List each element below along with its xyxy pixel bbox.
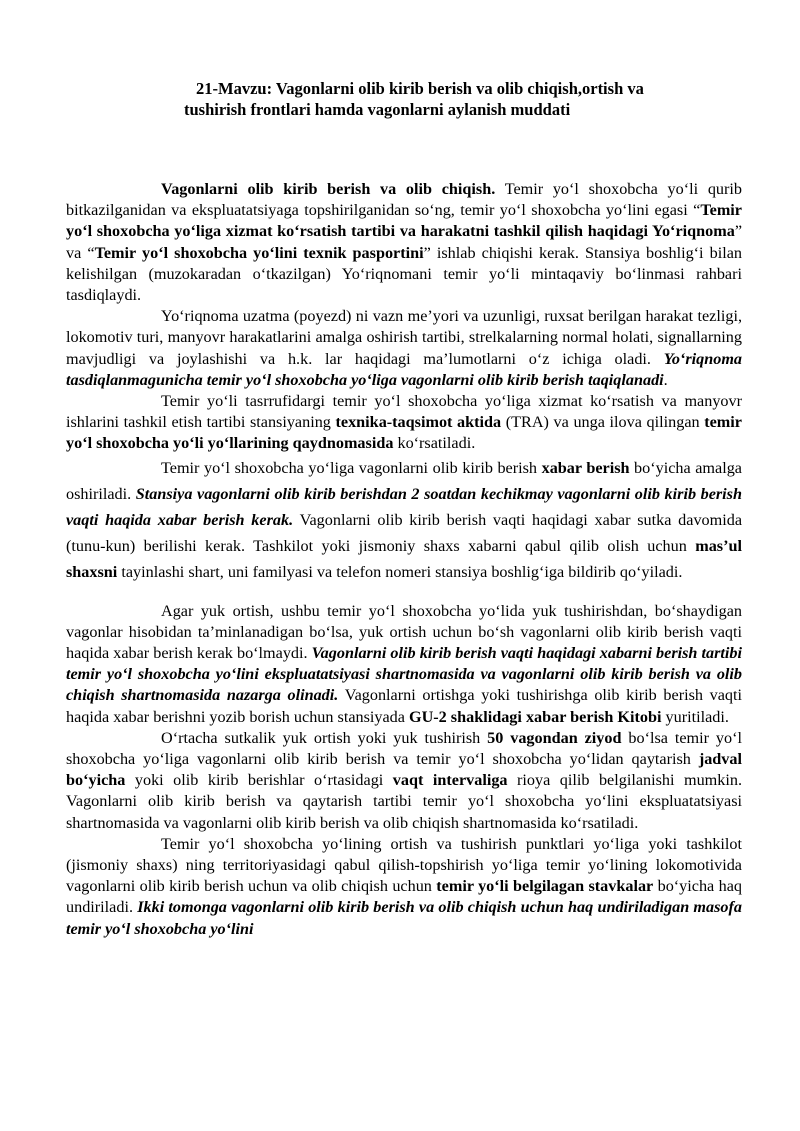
text-run: tayinlashi shart, uni familyasi va telefon nomeri stansiya boshlig‘iga bildirib qo‘yiladi. [117,562,683,581]
emphasis-run: Stansiya vagonlarni olib kirib berishdan 2 soatdan kechikmay vagonlarni olib kirib berish vaqti haqida xabar berish kerak. [66,484,742,529]
text-run: . [663,370,668,389]
emphasis-run: Yo‘riqnoma tasdiqlanmagunicha temir yo‘l shoxobcha yo‘liga vagonlarni olib kirib berish taqiqlanadi [66,349,742,389]
page-title [176,78,736,120]
text-run: Vagonlarni ortishga yoki tushirishga olib kirib berish vaqti haqida xabar berishni yozib borish uchun stansiyada [66,686,742,726]
emphasis-run: 50 vagondan ziyod [487,728,622,747]
text-run: Temir yo‘l shoxobcha yo‘li qurib bitkazilganidan va ekspluatatsiyaga topshirilganidan so‘ng, temir yo‘l shoxobcha yo‘lini egasi “ [66,180,742,220]
text-run: Temir yo‘l shoxobcha yo‘liga vagonlarni olib kirib berish [161,458,542,477]
title-line-1: 21-Mavzu: Vagonlarni olib kirib berish va olib chiqish,ortish va [196,79,644,98]
emphasis-run: vaqt intervaliga [392,771,508,790]
emphasis-run: Temir yo‘l shoxobcha yo‘lini texnik pasportini [94,243,424,262]
emphasis-run: GU-2 shaklidagi xabar berish Kitobi [409,707,662,726]
text-run: ” va “ [66,222,742,262]
emphasis-run: Temir yo‘l shoxobcha yo‘liga xizmat ko‘rsatish tartibi va harakatni tashkil qilish haqidagi Yo‘riqnoma [66,201,742,241]
title-line-2: tushirish frontlari hamda vagonlarni aylanish muddati [184,100,571,119]
text-run: yoki olib kirib berishlar o‘rtasidagi [125,771,393,790]
text-run: Yo‘riqnoma uzatma (poyezd) ni vazn me’yori va uzunligi, ruxsat berilgan harakat tezligi, lokomotiv turi, manyovr harakatlarini amalga oshirish tartibi, strelkalarning normal holati, signallarning mavjudligi va joylashishi va h.k. lar haqidagi ma’lumotlarni o‘z ichiga oladi. [66,307,742,368]
emphasis-run: Vagonlarni olib kirib berish va olib chiqish. [161,180,496,198]
text-run: Vagonlarni olib kirib berish vaqti haqidagi xabar sutka davomida (tunu-kun) berilishi kerak. Tashkilot yoki jismoniy shaxs xabarni qabul qilib olish uchun [66,510,742,555]
emphasis-run: Vagonlarni olib kirib berish vaqti haqidagi xabarni berish tartibi temir yo‘l shoxobcha yo‘lini ekspluatatsiyasi shartnomasida va vagonlarni olib kirib berish va olib chiqish shartnomasida nazarga olinadi. [66,644,742,705]
paragraph-7 [66,834,742,940]
paragraph-6 [66,728,742,834]
text-run: yuritiladi. [661,707,729,726]
text-run: Temir yo‘l shoxobcha yo‘lining ortish va tushirish punktlari yo‘liga yoki tashkilot (jismoniy shaxs) ning territoriyasidagi qabul qilish-topshirish yo‘liga temir yo‘lining lokomotivida vagonlarni olib kirib berish uchun va olib chiqish uchun [66,834,742,896]
paragraph-5 [66,601,742,728]
paragraph-1 [66,179,742,306]
text-run: O‘rtacha sutkalik yuk ortish yoki yuk tushirish [161,728,488,747]
document-body [66,179,742,940]
text-run: ” ishlab chiqishi kerak. Stansiya boshlig‘i bilan kelishilgan (muzokaradan o‘tkazilgan) Yo‘riqnomani temir yo‘li mintaqaviy bo‘linmasi rahbari tasdiqlaydi. [66,243,742,305]
emphasis-run: Ikki tomonga vagonlarni olib kirib berish va olib chiqish uchun haq undiriladigan masofa temir yo‘l shoxobcha yo‘lini [66,898,742,938]
text-run: bo‘yicha haq undiriladi. [66,877,742,917]
emphasis-run: temir yo‘l shoxobcha yo‘li yo‘llarining qaydnomasida [66,413,742,453]
text-run: Temir yo‘li tasrrufidargi temir yo‘l shoxobcha yo‘liga xizmat ko‘rsatish va manyovr ishlarini tashkil etish tartibi stansiyaning [66,392,742,432]
emphasis-run: temir yo‘li belgilagan stavkalar [436,877,654,896]
text-run: ko‘rsatiladi. [393,434,476,453]
emphasis-run: xabar berish [541,458,630,477]
text-run: bo‘yicha amalga oshiriladi. [66,458,742,503]
paragraph-3 [66,391,742,455]
text-run: Agar yuk ortish, ushbu temir yo‘l shoxobcha yo‘lida yuk tushirishdan, bo‘shaydigan vagonlar hisobidan ta’minlanadigan bo‘lsa, yuk ortish uchun bo‘sh vagonlarni olib kirib berish vaqti haqida xabar berish kerak bo‘lmaydi. [66,601,742,663]
paragraph-2 [66,306,742,391]
emphasis-run: jadval bo‘yicha [66,750,742,790]
text-run: rioya qilib belgilanishi mumkin. Vagonlarni olib kirib berish va qaytarish tartibi temir yo‘l shoxobcha yo‘lini ekspluatatsiyasi shartnomasida va vagonlarni olib kirib berish va olib chiqish shartnomasida ko‘rsatiladi. [66,771,743,832]
paragraph-4 [66,455,742,585]
text-run: bo‘lsa temir yo‘l shoxobcha yo‘liga vagonlarni olib kirib berish va temir yo‘l shoxobcha yo‘lidan qaytarish [66,728,742,769]
text-run: (TRA) va unga ilova qilingan [501,413,705,432]
emphasis-run: texnika-taqsimot aktida [335,413,502,432]
emphasis-run: mas’ul shaxsni [66,536,742,581]
